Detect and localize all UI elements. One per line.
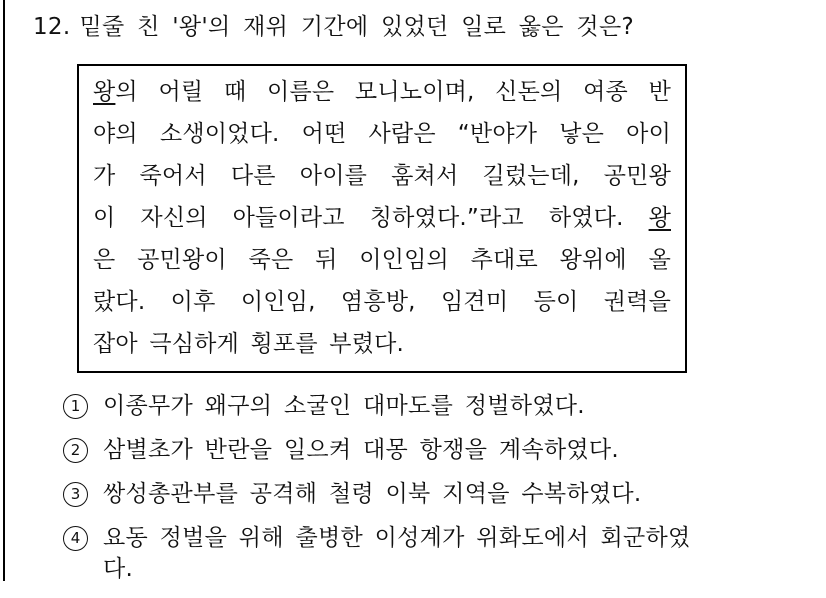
option-4-text	[103, 523, 691, 585]
option-3-text: 쌍성총관부를 공격해 철령 이북 지역을 수복하였다.	[103, 481, 642, 507]
passage-line	[93, 71, 671, 113]
passage-line	[93, 155, 671, 197]
passage-line	[93, 239, 671, 281]
question-stem	[33, 12, 813, 42]
passage-text: 은 공민왕이 죽은 뒤 이인임의 추대로 왕위에 올	[93, 247, 671, 273]
answer-options	[63, 391, 811, 598]
option-1-text: 이종무가 왜구의 소굴인 대마도를 정벌하였다.	[103, 393, 585, 419]
passage-text: 야의 소생이었다. 어떤 사람은 “반야가 낳은 아이	[93, 121, 671, 147]
underlined-term: 왕	[648, 205, 671, 231]
question-number: 12.	[33, 14, 71, 40]
option-3[interactable]	[63, 479, 811, 510]
option-1[interactable]	[63, 391, 811, 422]
passage-line	[93, 197, 671, 239]
passage-text: 랐다. 이후 이인임, 염흥방, 임견미 등이 권력을	[93, 289, 671, 315]
column-divider-line	[3, 0, 5, 581]
passage-line	[93, 323, 671, 365]
option-3-marker: 3	[63, 482, 88, 507]
option-4[interactable]	[63, 523, 811, 585]
option-4-marker: 4	[63, 526, 88, 551]
option-4-text-line1: 요동 정벌을 위해 출병한 이성계가 위화도에서 회군하였	[103, 525, 691, 551]
underlined-term: 왕	[93, 79, 116, 105]
option-2[interactable]	[63, 435, 811, 466]
passage-line	[93, 113, 671, 155]
option-4-text-line2: 다.	[103, 556, 134, 582]
passage-text: 의 어릴 때 이름은 모니노이며, 신돈의 여종 반	[115, 79, 671, 105]
option-2-marker: 2	[63, 438, 88, 463]
question-title: 밑줄 친 '왕'의 재위 기간에 있었던 일로 옳은 것은?	[79, 14, 634, 40]
passage-text: 잡아 극심하게 횡포를 부렸다.	[93, 331, 405, 357]
option-2-text: 삼별초가 반란을 일으켜 대몽 항쟁을 계속하였다.	[103, 437, 620, 463]
passage-text: 이 자신의 아들이라고 칭하였다.”라고 하였다.	[93, 205, 649, 231]
passage-text: 가 죽어서 다른 아이를 훔쳐서 길렀는데, 공민왕	[93, 163, 671, 189]
passage-box	[77, 64, 687, 373]
option-1-marker: 1	[63, 394, 88, 419]
passage-line	[93, 281, 671, 323]
